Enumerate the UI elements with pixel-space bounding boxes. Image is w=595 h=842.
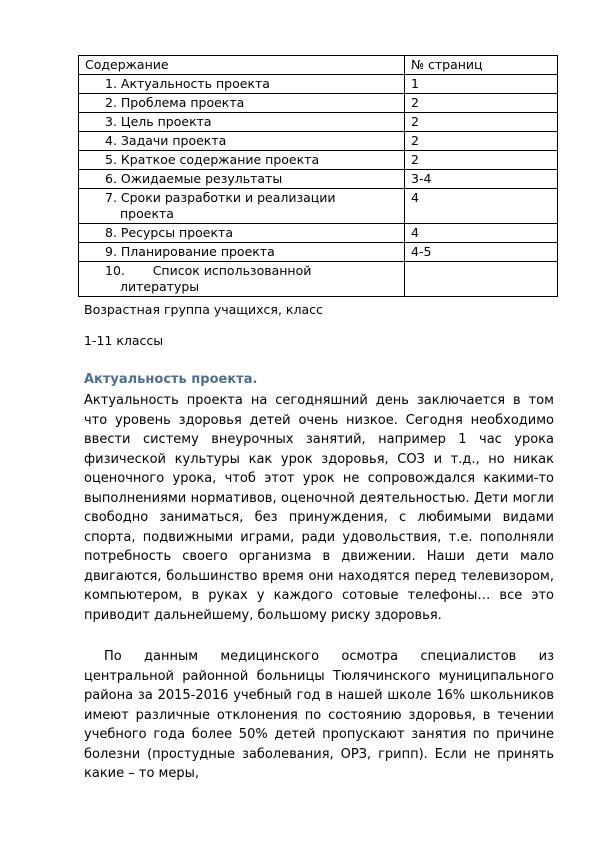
pages-header: № страниц [405, 56, 558, 75]
row-page: 4 [405, 224, 558, 243]
row-label-continuation: литературы [120, 279, 200, 294]
row-page: 2 [405, 132, 558, 151]
row-label: 3. Цель проекта [79, 113, 405, 132]
row-label: 8. Ресурсы проекта [79, 224, 405, 243]
row-label-cell [79, 262, 405, 297]
table-row [79, 75, 558, 94]
row-label: 5. Краткое содержание проекта [79, 151, 405, 170]
section-heading: Актуальность проекта. [84, 372, 258, 387]
table-row [79, 151, 558, 170]
table-header-row [79, 56, 558, 75]
row-label-continuation: проекта [120, 206, 174, 221]
row-page: 1 [405, 75, 558, 94]
row-page: 4 [405, 189, 558, 224]
age-group-label: Возрастная группа учащихся, класс [84, 302, 323, 317]
row-page: 2 [405, 151, 558, 170]
table-row [79, 94, 558, 113]
table-row [79, 170, 558, 189]
table-row [79, 189, 558, 224]
paragraph: Актуальность проекта на сегодняшний день заключается в том что уровень здоровья детей очень низкое. Сегодня необходимо ввести систему внеурочных занятий, например 1 час урока физической культуры как урок здоровья, СОЗ и т.д., но никак оценочного урока, чтоб этот урок не сопровождался какими-то выполнениями нормативов, оценочной деятельностью. Дети могли свободно заниматься, без принуждения, с любимыми видами спорта, подвижными играми, ради удовольствия, т.е. пополняли потребность своего организма в движении. Наши дети мало двигаются, большинство время они находятся перед телевизором, компьютером, в руках у каждого сотовые телефоны… все это приводит дальнейшему, большому риску здоровья. [84, 393, 554, 623]
row-label: 1. Актуальность проекта [79, 75, 405, 94]
row-page: 2 [405, 113, 558, 132]
row-page: 3-4 [405, 170, 558, 189]
row-page: 2 [405, 94, 558, 113]
row-label: 6. Ожидаемые результаты [79, 170, 405, 189]
age-group-value: 1-11 классы [84, 333, 164, 348]
contents-table [78, 55, 558, 297]
table-row [79, 224, 558, 243]
table-row [79, 243, 558, 262]
paragraph: По данным медицинского осмотра специалистов из центральной районной больницы Тюлячинского муниципального района за 2015-2016 учебный год в нашей школе 16% школьников имеют различные отклонения по состоянию здоровья, в течении учебного года более 50% детей пропускают занятия по причине болезни (простудные заболевания, ОРЗ, грипп). Если не принять какие – то меры, [84, 649, 554, 781]
table-row [79, 262, 558, 297]
row-label: 4. Задачи проекта [79, 132, 405, 151]
row-label-cell [79, 189, 405, 224]
row-page: 4-5 [405, 243, 558, 262]
row-label: 10. Список использованной [105, 263, 312, 278]
row-label: 2. Проблема проекта [79, 94, 405, 113]
table-row [79, 113, 558, 132]
row-label: 9. Планирование проекта [79, 243, 405, 262]
row-label: 7. Сроки разработки и реализации [105, 190, 336, 205]
table-row [79, 132, 558, 151]
row-page [405, 262, 558, 297]
contents-header: Содержание [79, 56, 405, 75]
